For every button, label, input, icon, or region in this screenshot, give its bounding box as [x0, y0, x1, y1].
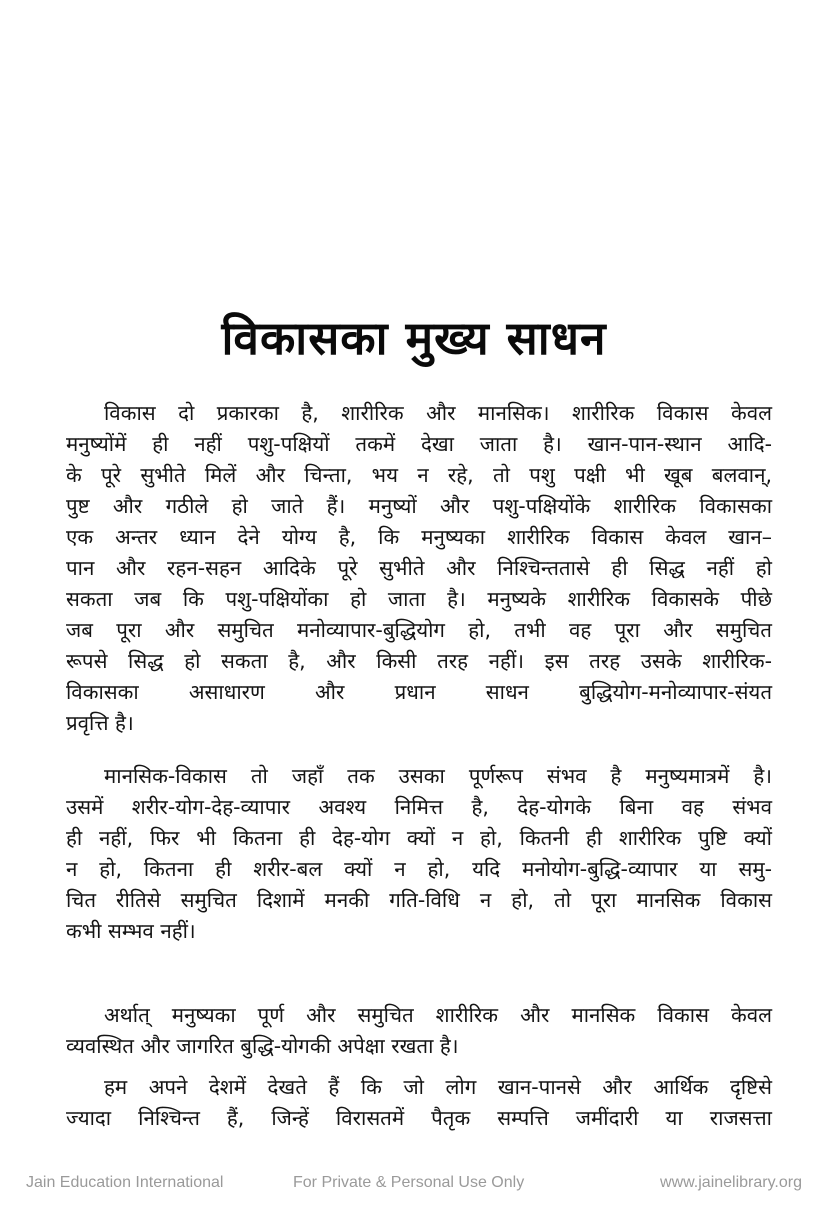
- text-line: एक अन्तर ध्यान देने योग्य है, कि मनुष्यका शारीरिक विकास केवल खान–: [66, 525, 772, 549]
- text-line: कभी सम्भव नहीं।: [66, 919, 196, 943]
- text-line: विकासका असाधारण और प्रधान साधन बुद्धियोग-मनोव्यापार-संयत: [66, 680, 772, 704]
- page-title: विकासका मुख्य साधन: [221, 311, 607, 365]
- text-line: हम अपने देशमें देखते हैं कि जो लोग खान-पानसे और आर्थिक दृष्टिसे: [104, 1075, 772, 1099]
- paragraph-2: [66, 761, 772, 947]
- paragraph-3: [66, 1000, 772, 1062]
- footer-publisher: Jain Education International: [26, 1174, 224, 1191]
- paragraph-1: [66, 398, 772, 739]
- text-line: मानसिक-विकास तो जहाँ तक उसका पूर्णरूप संभव है मनुष्यमात्रमें है।: [104, 764, 772, 788]
- page-footer: [0, 1174, 828, 1198]
- text-line: पान और रहन-सहन आदिके पूरे सुभीते और निश्चिन्ततासे ही सिद्ध नहीं हो: [66, 556, 772, 580]
- text-line: जब पूरा और समुचित मनोव्यापार-बुद्धियोग हो, तभी वह पूरा और समुचित: [66, 618, 772, 642]
- text-line: पुष्ट और गठीले हो जाते हैं। मनुष्यों और पशु-पक्षियोंके शारीरिक विकासका: [66, 494, 772, 518]
- text-line: ही नहीं, फिर भी कितना ही देह-योग क्यों न हो, कितनी ही शारीरिक पुष्टि क्यों: [66, 826, 772, 850]
- text-line: के पूरे सुभीते मिलें और चिन्ता, भय न रहे, तो पशु पक्षी भी खूब बलवान्,: [66, 463, 772, 487]
- footer-website-link[interactable]: www.jainelibrary.org: [660, 1174, 802, 1191]
- text-line: न हो, कितना ही शरीर-बल क्यों न हो, यदि मनोयोग-बुद्धि-व्यापार या समु-: [66, 857, 772, 881]
- text-line: उसमें शरीर-योग-देह-व्यापार अवश्य निमित्त है, देह-योगके बिना वह संभव: [66, 795, 772, 819]
- footer-usage-notice: For Private & Personal Use Only: [293, 1174, 525, 1191]
- text-line: ज्यादा निश्चिन्त हैं, जिन्हें विरासतमें पैतृक सम्पत्ति जमींदारी या राजसत्ता: [66, 1106, 772, 1130]
- paragraph-4: [66, 1072, 772, 1134]
- text-line: व्यवस्थित और जागरित बुद्धि-योगकी अपेक्षा रखता है।: [66, 1034, 459, 1058]
- text-line: अर्थात् मनुष्यका पूर्ण और समुचित शारीरिक और मानसिक विकास केवल: [104, 1003, 772, 1027]
- text-line: सकता जब कि पशु-पक्षियोंका हो जाता है। मनुष्यके शारीरिक विकासके पीछे: [66, 587, 772, 611]
- text-line: मनुष्योंमें ही नहीं पशु-पक्षियों तकमें देखा जाता है। खान-पान-स्थान आदि-: [66, 432, 772, 456]
- text-line: विकास दो प्रकारका है, शारीरिक और मानसिक। शारीरिक विकास केवल: [104, 401, 772, 425]
- text-line: रूपसे सिद्ध हो सकता है, और किसी तरह नहीं। इस तरह उसके शारीरिक-: [66, 649, 772, 673]
- text-line: प्रवृत्ति है।: [66, 711, 134, 735]
- text-line: चित रीतिसे समुचित दिशामें मनकी गति-विधि न हो, तो पूरा मानसिक विकास: [66, 888, 772, 912]
